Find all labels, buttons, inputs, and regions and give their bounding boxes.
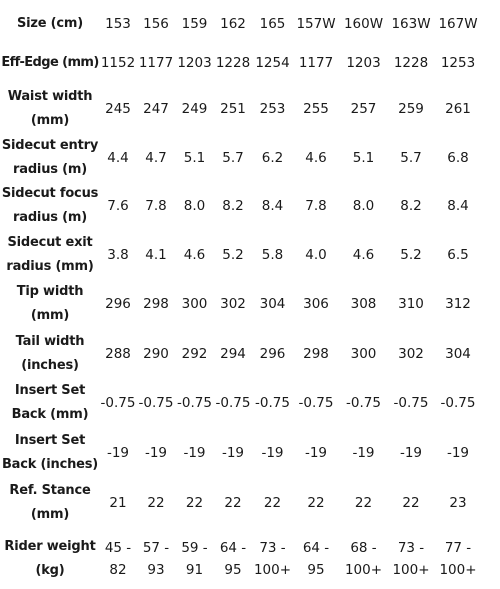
table-cell: -0.75: [100, 395, 136, 411]
table-cell: 5.1: [183, 150, 206, 166]
table-cell: 298: [303, 346, 329, 362]
table-cell: 300: [350, 346, 377, 362]
table-cell: 22: [263, 495, 282, 511]
table-cell: 23: [449, 495, 467, 511]
table-cell: 77 - 100+: [439, 540, 477, 578]
table-cell: 163W: [391, 16, 431, 32]
table-cell: 290: [143, 346, 169, 362]
table-cell: -0.75: [298, 395, 334, 411]
row-label: Tail width (inches): [15, 334, 85, 373]
table-row: [0, 330, 500, 378]
table-cell: 3.8: [107, 247, 129, 263]
table-cell: 73 - 100+: [392, 540, 430, 578]
row-label: Waist width (mm): [7, 89, 93, 128]
table-cell: 1254: [255, 55, 290, 71]
table-cell: 4.4: [107, 150, 129, 166]
table-cell: 7.6: [107, 198, 129, 214]
table-cell: 68 - 100+: [344, 540, 383, 578]
table-cell: 251: [220, 101, 246, 117]
table-cell: 157W: [296, 16, 336, 32]
table-cell: 8.2: [222, 198, 244, 214]
table-cell: 5.7: [400, 150, 422, 166]
table-cell: 292: [181, 346, 208, 362]
table-row: [0, 85, 500, 133]
table-cell: 21: [109, 495, 127, 511]
table-cell: 308: [350, 296, 377, 312]
table-row: [0, 479, 500, 527]
table-cell: 22: [185, 495, 204, 511]
table-cell: 247: [143, 101, 169, 117]
table-cell: 298: [143, 296, 169, 312]
table-cell: 160W: [343, 16, 384, 32]
table-cell: 57 - 93: [142, 540, 170, 578]
table-cell: 6.8: [447, 150, 469, 166]
table-cell: 300: [181, 296, 208, 312]
table-cell: 1253: [440, 55, 476, 71]
row-label: Size (cm): [16, 16, 84, 31]
table-row: [0, 134, 500, 182]
table-cell: 7.8: [305, 198, 327, 214]
table-cell: 302: [220, 296, 246, 312]
table-cell: 296: [105, 296, 131, 312]
table-cell: 8.0: [183, 198, 206, 214]
table-row: [0, 182, 500, 230]
row-label: Insert Set Back (mm): [11, 383, 89, 422]
table-cell: -0.75: [440, 395, 476, 411]
table-cell: -19: [399, 445, 423, 461]
table-cell: 22: [147, 495, 165, 511]
table-cell: 159: [181, 16, 208, 32]
table-cell: -19: [446, 445, 470, 461]
table-cell: 249: [181, 101, 208, 117]
row-label: Sidecut entry radius (m): [1, 138, 99, 177]
table-cell: 5.2: [400, 247, 422, 263]
table-cell: 73 - 100+: [253, 540, 292, 578]
table-cell: 4.6: [183, 247, 206, 263]
table-cell: -19: [304, 445, 328, 461]
table-cell: 6.2: [261, 150, 284, 166]
table-cell: -0.75: [393, 395, 429, 411]
table-cell: 1203: [177, 55, 212, 71]
table-cell: 156: [143, 16, 169, 32]
table-cell: 304: [445, 346, 471, 362]
table-cell: -19: [261, 445, 284, 461]
row-label: Tip width (mm): [16, 284, 84, 323]
table-row: [0, 51, 500, 75]
table-cell: 4.1: [145, 247, 167, 263]
row-label: Sidecut exit radius (mm): [6, 235, 94, 274]
row-label: Sidecut focus radius (m): [1, 186, 99, 225]
table-cell: -0.75: [255, 395, 290, 411]
table-cell: -0.75: [346, 395, 381, 411]
table-cell: 245: [105, 101, 131, 117]
table-cell: 5.2: [222, 247, 244, 263]
table-cell: 304: [259, 296, 286, 312]
table-cell: 4.0: [305, 247, 327, 263]
table-cell: 8.4: [261, 198, 284, 214]
table-cell: -0.75: [177, 395, 212, 411]
table-cell: 64 - 95: [302, 540, 330, 578]
table-cell: 7.8: [145, 198, 167, 214]
table-cell: -0.75: [215, 395, 251, 411]
table-cell: 8.2: [400, 198, 422, 214]
table-cell: 302: [398, 346, 424, 362]
table-cell: 22: [402, 495, 420, 511]
table-cell: 45 - 82: [104, 540, 132, 578]
row-label: Rider weight (kg): [4, 539, 96, 578]
table-cell: 22: [307, 495, 325, 511]
row-label: Insert Set Back (inches): [1, 433, 99, 472]
table-cell: 4.6: [352, 247, 375, 263]
table-cell: 1177: [138, 55, 174, 71]
table-cell: 257: [350, 101, 377, 117]
table-cell: 4.6: [305, 150, 327, 166]
table-cell: 255: [303, 101, 329, 117]
table-cell: 296: [259, 346, 286, 362]
table-row: [0, 535, 500, 583]
table-cell: 5.8: [261, 247, 284, 263]
table-row: [0, 231, 500, 279]
table-cell: -19: [352, 445, 375, 461]
table-cell: 1228: [215, 55, 251, 71]
table-cell: 4.7: [145, 150, 167, 166]
table-cell: 6.5: [447, 247, 469, 263]
table-cell: 1177: [298, 55, 334, 71]
table-row: [0, 379, 500, 427]
table-cell: -19: [183, 445, 206, 461]
table-cell: -19: [106, 445, 130, 461]
table-cell: -0.75: [138, 395, 174, 411]
table-cell: 167W: [438, 16, 478, 32]
table-cell: 253: [259, 101, 286, 117]
row-label: Eff-Edge (mm): [1, 55, 99, 70]
table-cell: 1203: [346, 55, 381, 71]
table-row: [0, 280, 500, 328]
table-cell: 259: [398, 101, 424, 117]
table-cell: 162: [220, 16, 246, 32]
table-cell: 261: [445, 101, 471, 117]
table-row: [0, 429, 500, 477]
table-cell: 288: [105, 346, 131, 362]
table-cell: 310: [398, 296, 424, 312]
table-cell: 294: [220, 346, 246, 362]
table-cell: 64 - 95: [219, 540, 247, 578]
row-label: Ref. Stance (mm): [9, 483, 91, 522]
table-cell: 8.0: [352, 198, 375, 214]
table-cell: 22: [354, 495, 373, 511]
table-cell: 306: [303, 296, 329, 312]
table-cell: 312: [445, 296, 471, 312]
table-row: [0, 12, 500, 36]
table-cell: 1152: [100, 55, 136, 71]
table-cell: 22: [224, 495, 242, 511]
table-cell: 5.1: [352, 150, 375, 166]
table-cell: -19: [144, 445, 168, 461]
table-cell: 1228: [393, 55, 429, 71]
table-cell: 153: [105, 16, 131, 32]
table-cell: 5.7: [222, 150, 244, 166]
table-cell: 59 - 91: [181, 540, 208, 578]
table-cell: 165: [259, 16, 286, 32]
table-cell: 8.4: [447, 198, 469, 214]
table-cell: -19: [221, 445, 245, 461]
